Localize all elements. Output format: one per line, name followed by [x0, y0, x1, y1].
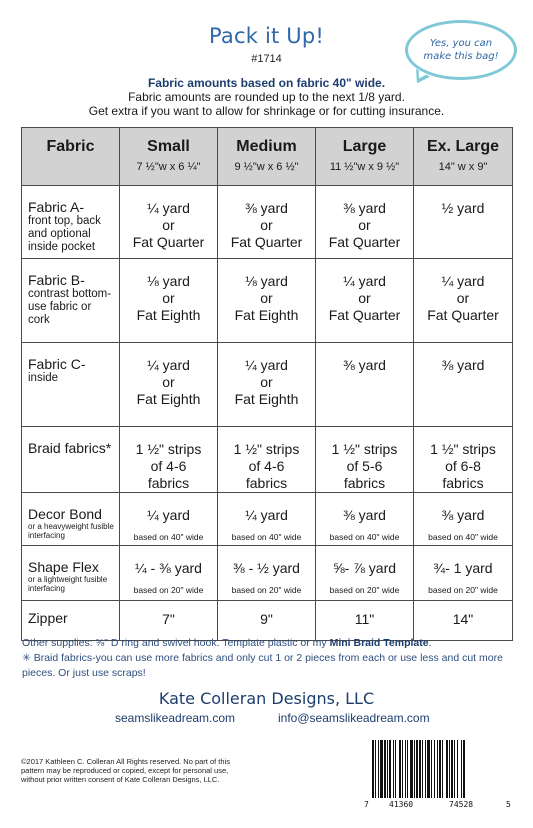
table-cell: [414, 343, 513, 427]
cell-main: ⅜ yard: [343, 507, 386, 523]
cell-or: or: [358, 217, 371, 233]
table-cell: [120, 493, 218, 546]
table-row: [22, 186, 513, 259]
table-cell: [218, 601, 316, 641]
cell-main: 1 ½" strips: [233, 441, 300, 457]
row-label-text: Zipper: [28, 610, 68, 626]
cell-or: of 4-6: [150, 458, 187, 474]
cell-alt: fabrics: [245, 475, 288, 491]
barcode-digit-3: 74528: [449, 800, 474, 809]
barcode-bar: [416, 740, 418, 798]
barcode-bar: [451, 740, 453, 798]
row-label-sub: contrast bottom- use fabric or cork: [28, 288, 112, 326]
intro-line-3: Get extra if you want to allow for shrinkage or for cutting insurance.: [88, 104, 445, 118]
row-label-text: Braid fabrics*: [28, 440, 112, 456]
table-cell: [218, 427, 316, 493]
barcode-bar: [437, 740, 438, 798]
mini-braid-template-link: Mini Braid Template: [329, 637, 429, 649]
cell-or: or: [162, 217, 175, 233]
size-name: Small: [147, 138, 190, 155]
row-label-sub: inside: [28, 372, 59, 384]
table-row: [22, 427, 513, 493]
cell-alt: Fat Quarter: [230, 234, 303, 250]
supplies-line-2: ✳ Braid fabrics-you can use more fabrics and only cut 1 or 2 pieces from each or use less and cut more pieces. Or just use scraps!: [22, 652, 503, 679]
cell-alt: fabrics: [343, 475, 386, 491]
row-label: [22, 259, 120, 343]
table-cell: [120, 186, 218, 259]
cell-alt: fabrics: [442, 475, 484, 491]
table-cell: [316, 186, 414, 259]
row-label: [22, 493, 120, 546]
table-cell: [218, 493, 316, 546]
cell-main: ¼ yard: [147, 357, 190, 373]
barcode-bar: [399, 740, 401, 798]
column-header-medium: [218, 128, 316, 186]
row-label: [22, 186, 120, 259]
barcode-bar: [393, 740, 394, 798]
barcode-bar: [372, 740, 374, 798]
cell-or: or: [162, 290, 175, 306]
barcode-digit-4: 5: [506, 800, 511, 809]
barcode-image: [370, 740, 512, 798]
table-cell: [218, 343, 316, 427]
cell-alt: Fat Quarter: [132, 234, 205, 250]
cell-note: based on 20" wide: [133, 585, 204, 595]
intro-text: [0, 76, 533, 118]
cell-main: ¼ - ⅜ yard: [135, 560, 202, 576]
row-label-note: or a heavyweight fusible interfacing: [28, 522, 114, 540]
table-cell: [316, 546, 414, 601]
cell-or: of 5-6: [346, 458, 383, 474]
supplies-line-1: Other supplies: ⅝" D ring and swivel hook. Template plastic or my Mini Braid Template.: [22, 637, 432, 649]
cell-main: ⅛ yard: [147, 273, 190, 289]
barcode-bar: [439, 740, 441, 798]
intro-line-2: Fabric amounts are rounded up to the next 1/8 yard.: [128, 90, 405, 104]
size-dimensions: 11 ½"w x 9 ½": [329, 161, 400, 173]
table-cell: [414, 186, 513, 259]
row-label-text: Fabric C-: [28, 356, 86, 372]
barcode-bar: [454, 740, 455, 798]
cell-or: or: [260, 217, 273, 233]
cell-main: ⅝- ⅞ yard: [332, 560, 397, 576]
cell-or: or: [260, 374, 273, 390]
row-label: [22, 427, 120, 493]
cell-main: ¾- 1 yard: [433, 560, 493, 576]
cell-main: ¼ yard: [147, 200, 190, 216]
cell-or: or: [456, 290, 470, 306]
barcode-bar: [434, 740, 435, 798]
cell-alt: Fat Eighth: [234, 391, 299, 407]
row-label-text: Fabric B-: [28, 272, 85, 288]
cell-or: or: [162, 374, 175, 390]
cell-main: ¼ yard: [245, 507, 288, 523]
barcode-bar: [419, 740, 421, 798]
copyright-notice: ©2017 Kathleen C. Colleran All Rights reserved. No part of this pattern may be reproduced or copied, except for personal use, without prior written consent of Kate Colleran Designs, LLC.: [21, 757, 230, 784]
table-cell: [120, 546, 218, 601]
column-header-fabric: Fabric: [22, 128, 120, 186]
row-label: [22, 601, 120, 641]
table-row: [22, 343, 513, 427]
table-cell: [414, 601, 513, 641]
row-label-text: Fabric A-: [28, 199, 85, 215]
table-cell: [218, 186, 316, 259]
email-link[interactable]: info@seamslikeadream.com: [278, 711, 430, 725]
barcode-bar: [384, 740, 386, 798]
barcode-bar: [410, 740, 413, 798]
table-cell: [120, 601, 218, 641]
cell-alt: Fat Quarter: [328, 234, 401, 250]
row-label-text: Shape Flex: [28, 559, 99, 575]
barcode-bar: [457, 740, 458, 798]
barcode-bar: [425, 740, 426, 798]
cell-or: of 4-6: [248, 458, 285, 474]
cell-main: 1 ½" strips: [430, 441, 496, 457]
row-label-text: Decor Bond: [28, 506, 102, 522]
table-cell: [316, 343, 414, 427]
cell-main: ⅛ yard: [245, 273, 288, 289]
barcode-bar: [389, 740, 391, 798]
size-name: Medium: [236, 138, 297, 155]
fabric-requirements-table: [21, 127, 513, 641]
cell-alt: Fat Quarter: [328, 307, 401, 323]
size-name: Large: [342, 138, 387, 155]
table-cell: [120, 427, 218, 493]
column-header-ex-large: [414, 128, 513, 186]
table-cell: [218, 546, 316, 601]
table-cell: [316, 601, 414, 641]
table-cell: [316, 493, 414, 546]
row-label: [22, 546, 120, 601]
barcode-bar: [442, 740, 443, 798]
intro-line-1: Fabric amounts based on fabric 40" wide.: [147, 76, 386, 90]
barcode-bar: [461, 740, 462, 798]
cell-note: based on 20" wide: [329, 585, 400, 595]
column-header-large: [316, 128, 414, 186]
pattern-title: Pack it Up!: [208, 24, 325, 48]
cell-or: of 6-8: [445, 458, 481, 474]
barcode-bar: [395, 740, 396, 798]
table-header-row: [22, 128, 513, 186]
cell-main: ⅜ yard: [245, 200, 288, 216]
barcode-bar: [402, 740, 403, 798]
website-link[interactable]: seamslikeadream.com: [115, 711, 236, 725]
table-row: [22, 259, 513, 343]
cell-alt: Fat Eighth: [136, 307, 201, 323]
table-cell: [414, 427, 513, 493]
cell-main: ¼ yard: [147, 507, 190, 523]
cell-main: 14": [452, 611, 474, 627]
cell-main: ⅜ yard: [441, 507, 485, 523]
barcode-bar: [446, 740, 448, 798]
speech-bubble: [405, 20, 517, 80]
table-cell: [414, 493, 513, 546]
barcode-bar: [449, 740, 450, 798]
barcode-bar: [414, 740, 415, 798]
size-dimensions: 7 ½"w x 6 ¼": [136, 161, 201, 173]
barcode-bar: [463, 740, 465, 798]
size-dimensions: 14" w x 9": [438, 161, 488, 173]
table-cell: [120, 259, 218, 343]
table-row: [22, 546, 513, 601]
cell-note: based on 40" wide: [231, 532, 302, 542]
table-cell: [316, 427, 414, 493]
size-name: Ex. Large: [426, 138, 500, 155]
cell-or: or: [260, 290, 273, 306]
row-label-note: or a lightweight fusible interfacing: [28, 575, 108, 593]
cell-main: 1 ½" strips: [135, 441, 202, 457]
cell-main: ⅜ yard: [343, 200, 386, 216]
cell-main: 7": [162, 611, 175, 627]
row-label: [22, 343, 120, 427]
cell-main: ¼ yard: [343, 273, 386, 289]
cell-main: ⅜ yard: [343, 357, 386, 373]
cell-main: ⅜ - ½ yard: [233, 560, 300, 576]
barcode-bar: [405, 740, 406, 798]
pattern-number: #1714: [251, 53, 282, 65]
cell-main: ½ yard: [441, 200, 485, 216]
other-supplies: [22, 636, 512, 681]
cell-note: based on 20" wide: [231, 585, 302, 595]
table-cell: [120, 343, 218, 427]
table-cell: [316, 259, 414, 343]
cell-note: based on 20" wide: [428, 585, 498, 595]
cell-main: ⅜ yard: [441, 357, 485, 373]
speech-bubble-text: Yes, you can make this bag!: [423, 38, 499, 62]
row-label-sub: front top, back and optional inside pocket: [28, 215, 101, 253]
barcode-bar: [378, 740, 379, 798]
cell-alt: Fat Quarter: [427, 307, 499, 323]
cell-note: based on 40" wide: [428, 532, 498, 542]
cell-main: 9": [260, 611, 273, 627]
barcode-bar: [375, 740, 376, 798]
table-cell: [218, 259, 316, 343]
size-dimensions: 9 ½"w x 6 ½": [234, 161, 299, 173]
barcode-bar: [431, 740, 432, 798]
table-row: [22, 601, 513, 641]
cell-alt: Fat Eighth: [136, 391, 201, 407]
company-name: Kate Colleran Designs, LLC: [158, 689, 375, 708]
barcode-bar: [407, 740, 408, 798]
cell-alt: fabrics: [147, 475, 190, 491]
barcode-bar: [380, 740, 383, 798]
barcode-digit-1: 7: [364, 800, 369, 809]
barcode-bar: [422, 740, 423, 798]
cell-alt: Fat Eighth: [234, 307, 299, 323]
column-header-small: [120, 128, 218, 186]
cell-main: 11": [354, 611, 375, 627]
cell-main: ¼ yard: [245, 357, 288, 373]
barcode-bar: [427, 740, 430, 798]
barcode-bar: [387, 740, 388, 798]
barcode-digit-2: 41360: [389, 800, 414, 809]
cell-or: or: [358, 290, 371, 306]
cell-note: based on 40" wide: [329, 532, 400, 542]
cell-main: ¼ yard: [441, 273, 485, 289]
table-cell: [414, 546, 513, 601]
cell-note: based on 40" wide: [133, 532, 204, 542]
cell-main: 1 ½" strips: [331, 441, 398, 457]
table-row: [22, 493, 513, 546]
table-cell: [414, 259, 513, 343]
